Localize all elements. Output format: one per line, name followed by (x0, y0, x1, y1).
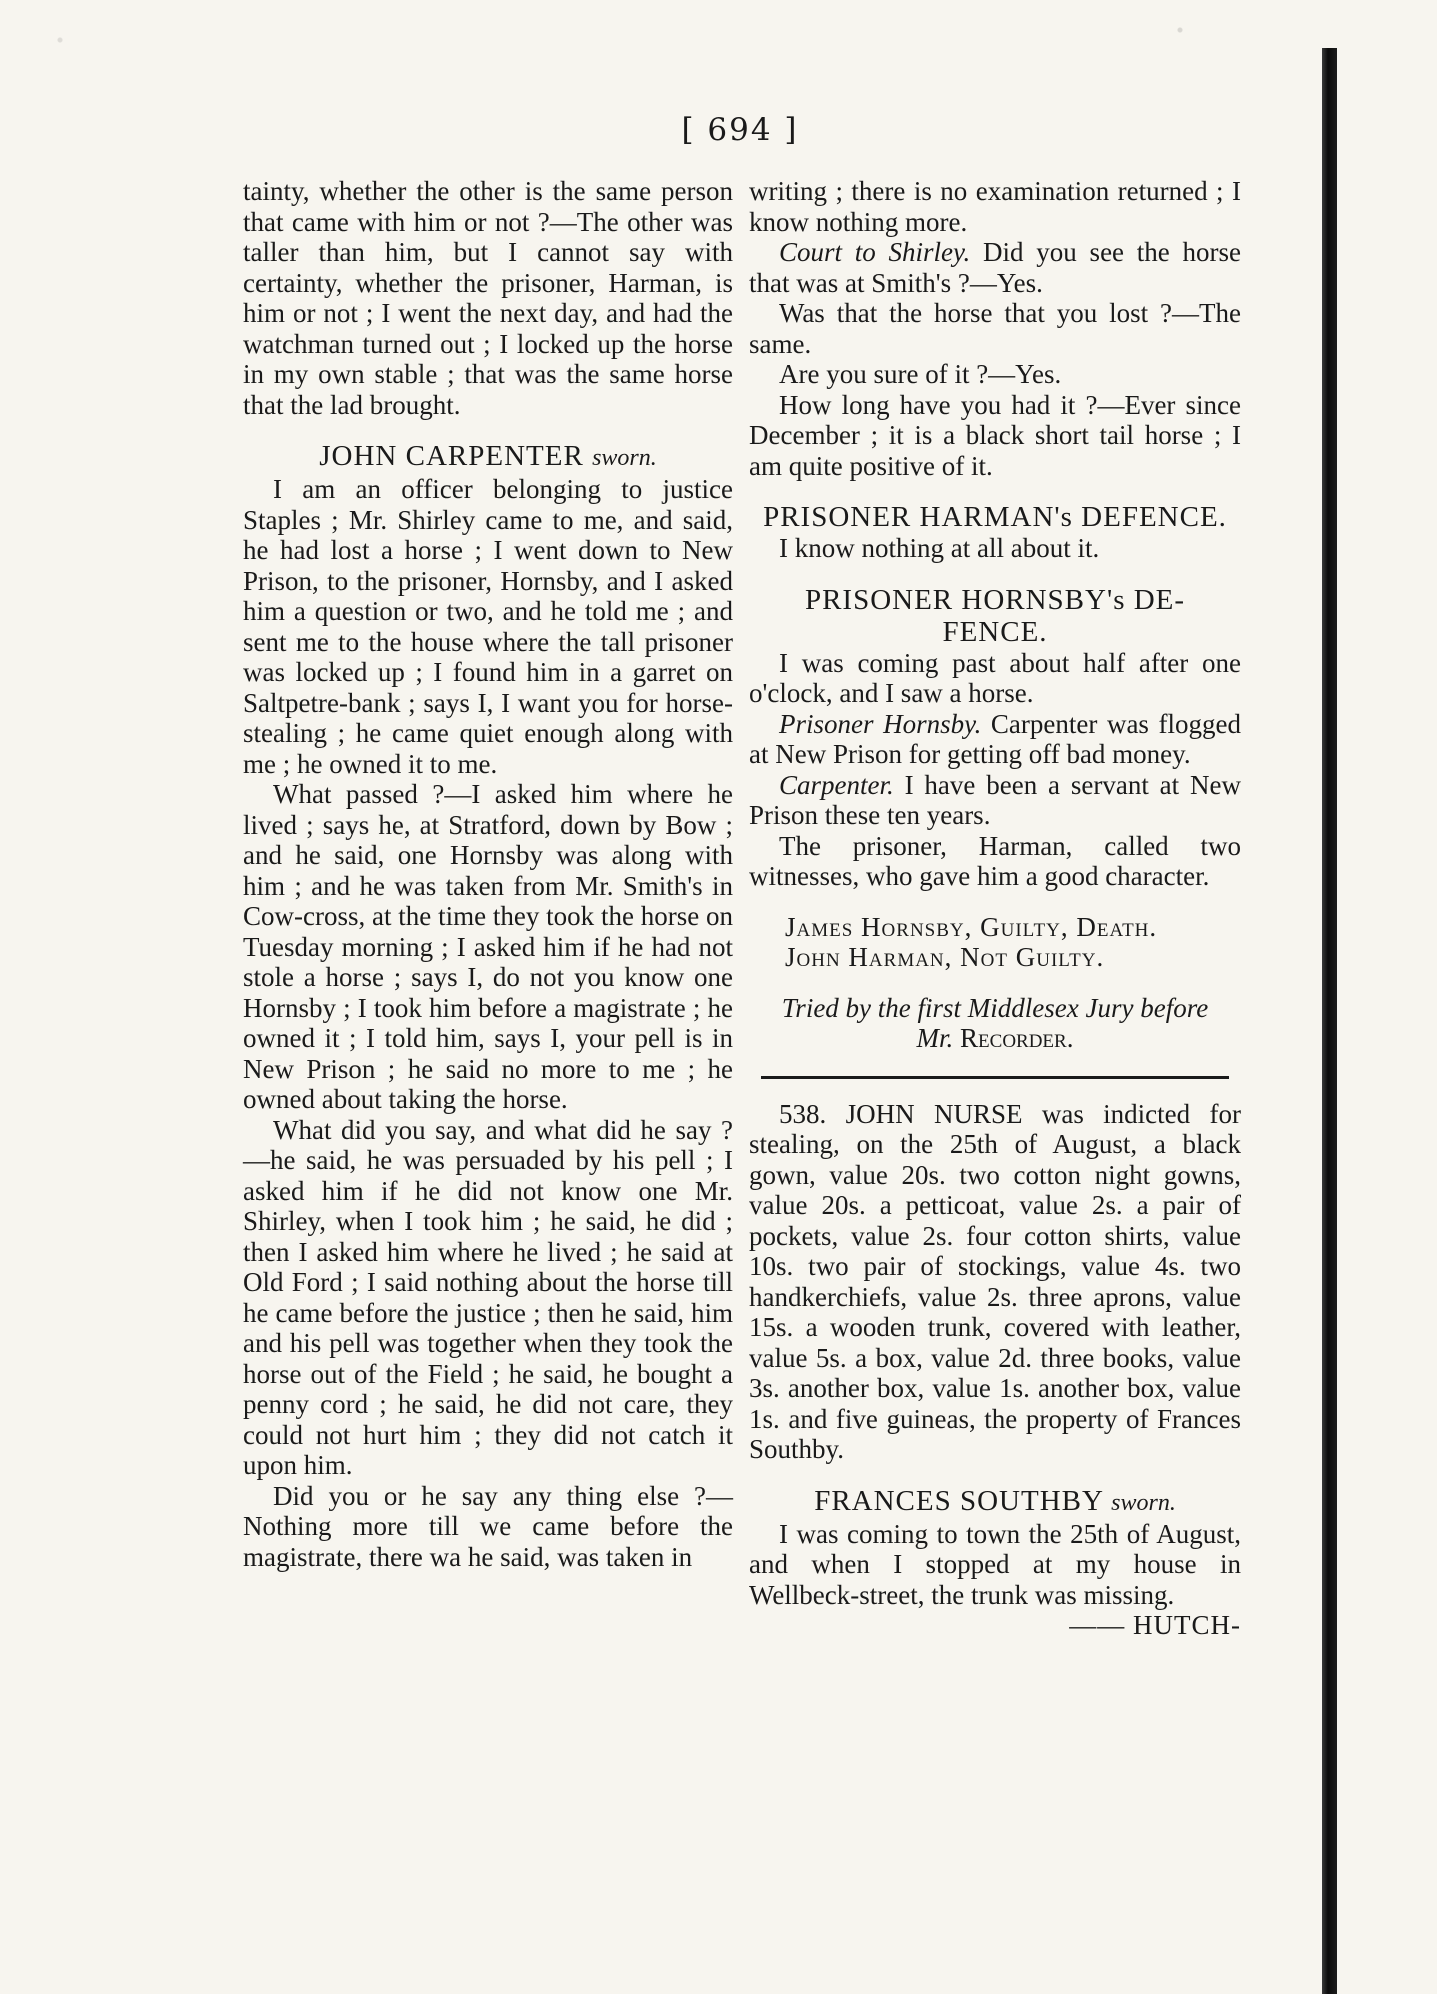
testimony-paragraph: What passed ?—I asked him where he lived ; says he, at Stratford, down by Bow ; and he said, one Hornsby was along with him ; and he was taken from Mr. Smith's in Cow-cross, at the time they took the horse on Tuesday morning ; I asked him if he had not stole a horse ; says I, do not you know one Hornsby ; I took him before a magistrate ; he owned it ; I told him, says I, your pell is in New Prison ; he said no more to me ; he owned about taking the horse. (243, 779, 733, 1114)
paragraph-continuation: tainty, whether the other is the same person that came with him or not ?—The other was taller than him, but I cannot say with certainty, whether the prisoner, Harman, is him or not ; I went the next day, and had the watchman turned out ; I locked up the horse in my own stable ; that was the same horse that the lad brought. (243, 176, 733, 420)
witness-heading (749, 1485, 1241, 1519)
tried-by-line: Tried by the first Middlesex Jury before (781, 992, 1209, 1023)
testimony-paragraph (749, 709, 1241, 770)
spacer (749, 892, 1241, 912)
speaker-text: I have been a servant at New Prison these ten years. (749, 769, 1241, 830)
catchword: —— HUTCH- (1069, 1610, 1241, 1640)
spacer (243, 420, 733, 440)
testimony-paragraph: I was coming to town the 25th of August, and when I stopped at my house in Wellbeck-street, the trunk was missing. (749, 1518, 1241, 1610)
section-divider (761, 1076, 1229, 1079)
defence-text: I was coming past about half after one o'clock, and I saw a horse. (749, 647, 1241, 708)
speaker-label: Carpenter. (779, 769, 894, 800)
testimony-paragraph: How long have you had it ?—Ever since December ; it is a black short tail horse ; I am quite positive of it. (749, 389, 1241, 481)
testimony-paragraph (749, 237, 1241, 298)
testimony-paragraph: Did you or he say any thing else ?—Nothing more till we came before the magistrate, there wa he said, was taken in (243, 1480, 733, 1572)
spacer (749, 1465, 1241, 1485)
sworn-label: sworn. (592, 445, 657, 471)
recorder-name: Recorder. (960, 1023, 1074, 1053)
left-column (243, 176, 733, 1572)
right-column (749, 176, 1241, 1641)
spacer (749, 564, 1241, 584)
defence-heading: PRISONER HORNSBY's DE- (804, 583, 1186, 616)
witness-name: FRANCES SOUTHBY (814, 1484, 1103, 1517)
testimony-paragraph: The prisoner, Harman, called two witnesses, who gave him a good character. (749, 830, 1241, 891)
scan-edge-noise (0, 0, 1437, 70)
testimony-paragraph: What did you say, and what did he say ?—he said, he was persuaded by his pell ; I asked him if he did not know one Mr. Shirley, when I took him ; he said, he did ; then I asked him where he lived ; he said at Old Ford ; I said nothing about the horse till he came before the justice ; then he said, him and his pell was together when they took the horse out of the Field ; he said, he bought a penny cord ; he said, he did not care, they could not hurt him ; they did not catch it upon him. (243, 1114, 733, 1480)
witness-heading (243, 440, 733, 474)
defence-text: I know nothing at all about it. (779, 533, 1100, 563)
speaker-label: Prisoner Hornsby. (779, 708, 982, 739)
testimony-paragraph (749, 770, 1241, 831)
verdict-line: James Hornsby, Guilty, Death. (785, 911, 1158, 942)
speaker-label: Court to Shirley. (779, 237, 971, 267)
spacer (749, 481, 1241, 501)
paragraph-continuation: writing ; there is no examination returned ; I know nothing more. (749, 176, 1241, 237)
tried-by-line (749, 1023, 1241, 1054)
sworn-label: sworn. (1111, 1489, 1176, 1516)
defence-heading: PRISONER HARMAN's DEFENCE. (763, 501, 1227, 533)
case-indictment: 538. JOHN NURSE was indicted for stealing, on the 25th of August, a black gown, value 20s. two cotton night gowns, value 20s. a petticoat, value 2s. a pair of pockets, value 2s. four cotton shirts, value 10s. two pair of stockings, value 4s. two handkerchiefs, value 2s. three aprons, value 15s. a wooden trunk, covered with leather, value 5s. a box, value 2d. three books, value 3s. another box, value 1s. another box, value 1s. and five guineas, the property of Frances Southby. (749, 1098, 1241, 1464)
book-spine-shadow (1322, 48, 1337, 1994)
spacer (749, 973, 1241, 993)
speaker-text: Did you see the horse that was at Smith's ?—Yes. (749, 237, 1242, 298)
witness-name: JOHN CARPENTER (319, 440, 584, 472)
testimony-paragraph: I am an officer belonging to justice Staples ; Mr. Shirley came to me, and said, he had lost a horse ; I went down to New Prison, to the prisoner, Hornsby, and I asked him a question or two, and he told me ; and sent me to the house where the tall prisoner was locked up ; I found him in a garret on Saltpetre-bank ; says I, I want you for horse-stealing ; he came quiet enough along with me ; he owned it to me. (243, 474, 733, 779)
verdict-line: John Harman, Not Guilty. (785, 942, 1105, 972)
testimony-paragraph: Are you sure of it ?—Yes. (779, 359, 1062, 389)
page-number: [ 694 ] (681, 112, 799, 148)
tried-prefix: Mr. (916, 1023, 954, 1053)
defence-heading-continued: FENCE. (942, 615, 1048, 648)
speaker-text: Carpenter was flogged at New Prison for getting off bad money. (749, 708, 1241, 769)
testimony-paragraph: Was that the horse that you lost ?—The same. (749, 298, 1241, 359)
